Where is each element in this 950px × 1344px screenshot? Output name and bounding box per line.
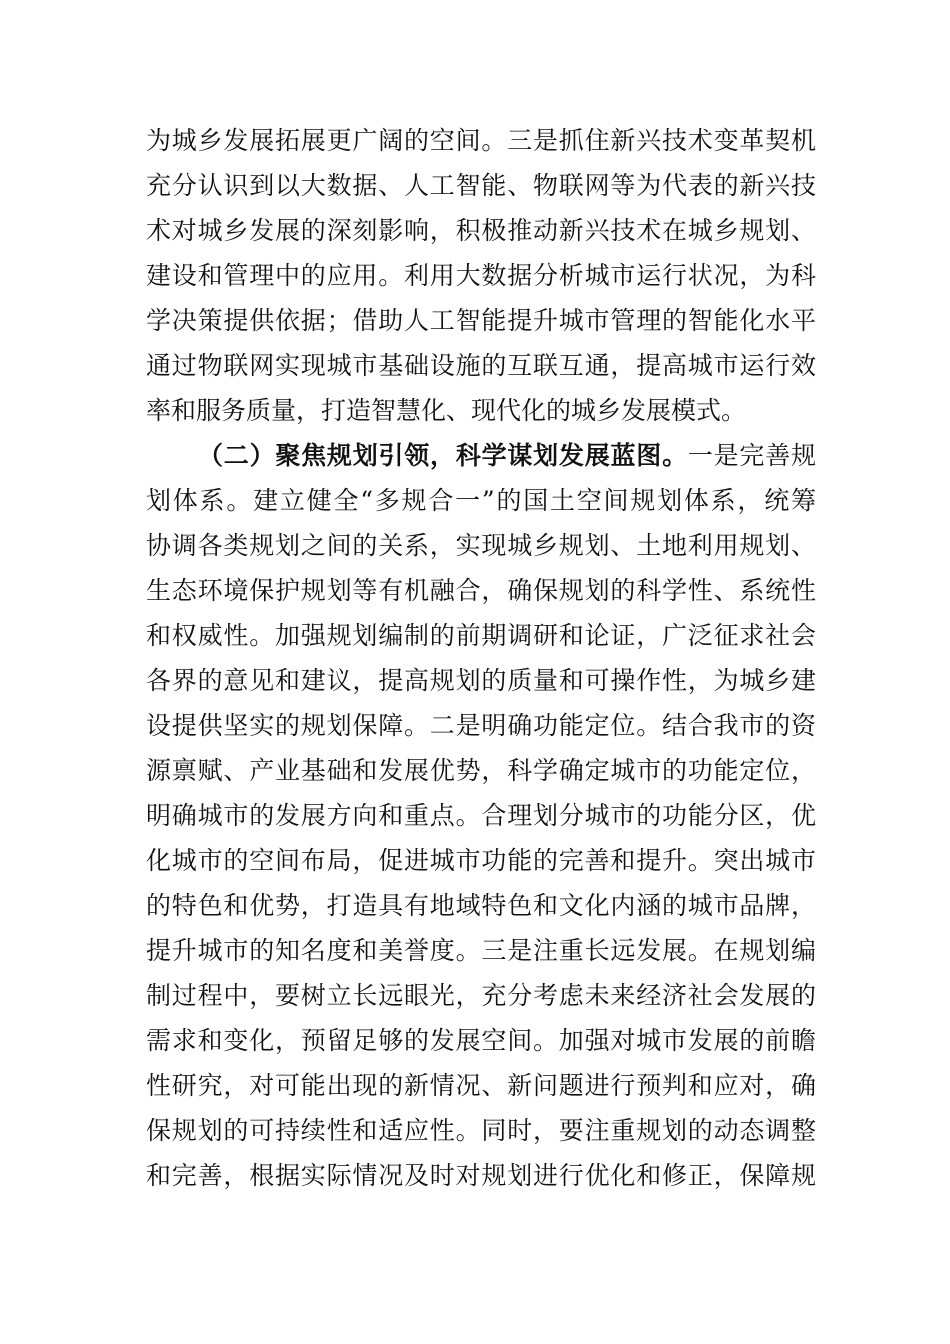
text-line: 各界的意见和建议，提高规划的质量和可操作性，为城乡建 [146,666,816,695]
text-line: 为城乡发展拓展更广阔的空间。三是抓住新兴技术变革契机 [146,126,816,155]
section-heading-line [146,433,816,478]
text-line: 和完善，根据实际情况及时对规划进行优化和修正，保障规 [146,1161,816,1190]
text-line: 生态环境保护规划等有机融合，确保规划的科学性、系统性 [146,576,816,605]
text-line: 术对城乡发展的深刻影响，积极推动新兴技术在城乡规划、 [146,216,816,245]
text-line: 协调各类规划之间的关系，实现城乡规划、土地利用规划、 [146,531,816,560]
text-line: 化城市的空间布局，促进城市功能的完善和提升。突出城市 [146,846,816,875]
section-heading: （二）聚焦规划引领，科学谋划发展蓝图。 [198,441,688,470]
heading-line-rest: 一是完善规 [687,441,816,470]
text-line: 保规划的可持续性和适应性。同时，要注重规划的动态调整 [146,1116,816,1145]
text-line: 明确城市的发展方向和重点。合理划分城市的功能分区，优 [146,801,816,830]
text-line: 制过程中，要树立长远眼光，充分考虑未来经济社会发展的 [146,981,816,1010]
text-line: 划体系。建立健全“多规合一”的国土空间规划体系，统筹 [146,486,816,515]
text-line: 和权威性。加强规划编制的前期调研和论证，广泛征求社会 [146,621,816,650]
text-line: 学决策提供依据；借助人工智能提升城市管理的智能化水平 [146,306,816,335]
text-line: 设提供坚实的规划保障。二是明确功能定位。结合我市的资 [146,711,816,740]
text-line: 提升城市的知名度和美誉度。三是注重长远发展。在规划编 [146,936,816,965]
text-line: 通过物联网实现城市基础设施的互联互通，提高城市运行效 [146,351,816,380]
text-line: 需求和变化，预留足够的发展空间。加强对城市发展的前瞻 [146,1026,816,1055]
text-line: 率和服务质量，打造智慧化、现代化的城乡发展模式。 [146,396,747,425]
text-line: 的特色和优势，打造具有地域特色和文化内涵的城市品牌， [146,891,816,920]
text-line: 建设和管理中的应用。利用大数据分析城市运行状况，为科 [146,261,816,290]
text-line: 充分认识到以大数据、人工智能、物联网等为代表的新兴技 [146,171,816,200]
text-line: 源禀赋、产业基础和发展优势，科学确定城市的功能定位， [146,756,816,785]
text-line: 性研究，对可能出现的新情况、新问题进行预判和应对，确 [146,1071,816,1100]
document-body [146,118,816,1198]
